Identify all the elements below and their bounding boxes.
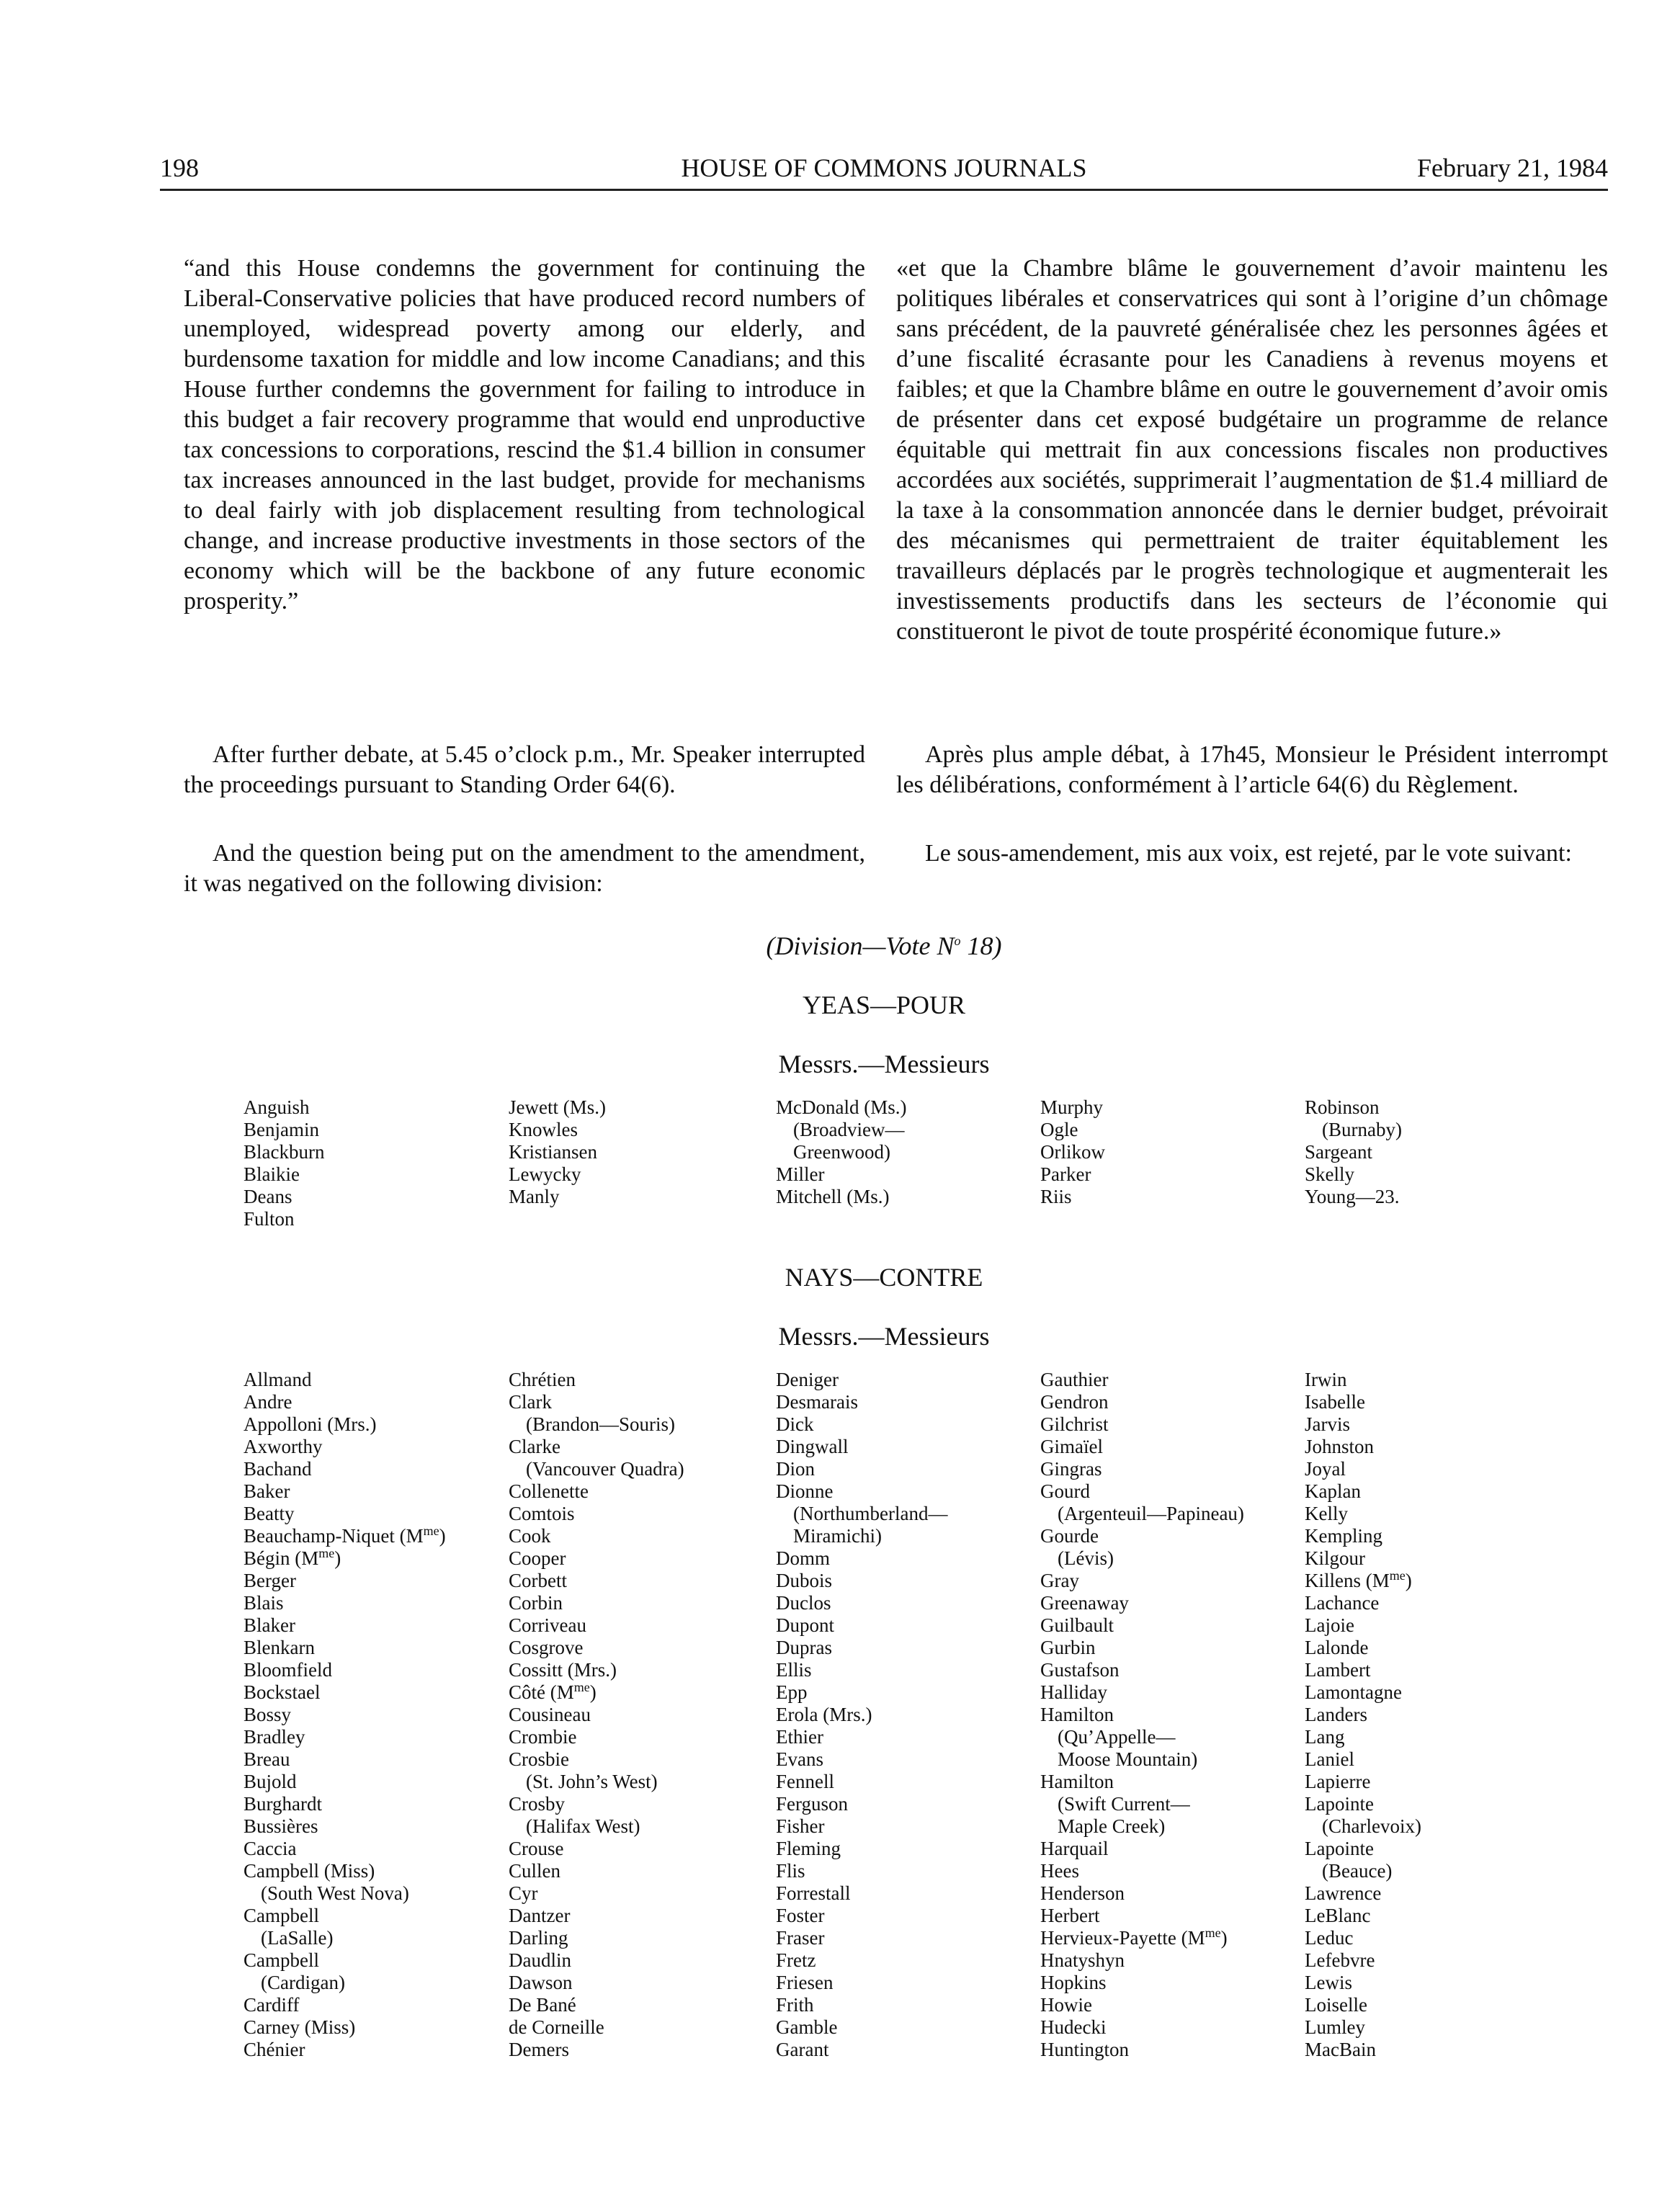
- member-name: Isabelle: [1305, 1391, 1365, 1413]
- member-name: Dawson: [509, 1972, 573, 1993]
- nays-column: [243, 1369, 446, 2061]
- nays-column: [509, 1369, 684, 2061]
- member-name: Manly: [509, 1186, 560, 1207]
- member-name: Greenwood): [793, 1141, 890, 1163]
- member-name: Dionne: [776, 1480, 834, 1502]
- member-name: Epp: [776, 1681, 808, 1703]
- member-name: (Brandon—Souris): [526, 1413, 675, 1435]
- member-name: Skelly: [1305, 1163, 1355, 1185]
- member-name: Miller: [776, 1163, 825, 1185]
- member-name: Lalonde: [1305, 1637, 1369, 1658]
- member-name: (Halifax West): [526, 1815, 640, 1837]
- member-name: Orlikow: [1040, 1141, 1105, 1163]
- yeas-heading: YEAS—POUR: [802, 991, 966, 1019]
- member-name: Lachance: [1305, 1592, 1380, 1614]
- yeas-subheading: Messrs.—Messieurs: [778, 1050, 990, 1078]
- member-name: Ethier: [776, 1726, 823, 1748]
- member-name: Burghardt: [243, 1793, 322, 1815]
- french-paragraph-debate: Après plus ample débat, à 17h45, Monsieur le Président interrompt les délibérations, conformément à l’article 64(6) du Règlement.: [896, 741, 1608, 798]
- member-name: Bloomfield: [243, 1659, 332, 1681]
- member-name: (South West Nova): [261, 1882, 409, 1904]
- member-name: Loiselle: [1305, 1994, 1367, 2016]
- member-name: Corriveau: [509, 1614, 586, 1636]
- member-name: Fulton: [243, 1208, 295, 1230]
- member-name: Lapointe: [1305, 1838, 1374, 1859]
- member-name: Desmarais: [776, 1391, 858, 1413]
- member-name: McDonald (Ms.): [776, 1096, 907, 1118]
- member-name: Knowles: [509, 1119, 578, 1140]
- member-name: Lumley: [1305, 2016, 1365, 2038]
- member-name: Erola (Mrs.): [776, 1704, 872, 1725]
- member-name: Huntington: [1040, 2039, 1130, 2060]
- member-name: Friesen: [776, 1972, 834, 1993]
- member-name: Jewett (Ms.): [509, 1096, 606, 1118]
- member-name: Duclos: [776, 1592, 831, 1614]
- yeas-column: [1305, 1096, 1402, 1208]
- member-name: Cyr: [509, 1882, 538, 1904]
- member-name: Miramichi): [793, 1525, 882, 1547]
- member-name: Kelly: [1305, 1503, 1348, 1524]
- header-rule: [160, 189, 1608, 191]
- member-name: Bockstael: [243, 1681, 321, 1703]
- member-name: Halliday: [1040, 1681, 1107, 1703]
- member-name: Dantzer: [509, 1905, 571, 1926]
- member-name: Crosbie: [509, 1748, 569, 1770]
- member-name: Landers: [1305, 1704, 1367, 1725]
- member-name: Daudlin: [509, 1949, 571, 1971]
- member-name: Bachand: [243, 1458, 312, 1480]
- member-name: Cousineau: [509, 1704, 591, 1725]
- member-name: Lambert: [1305, 1659, 1371, 1681]
- yeas-column: [1040, 1096, 1105, 1208]
- member-name: Johnston: [1305, 1436, 1375, 1457]
- member-name: Crouse: [509, 1838, 564, 1859]
- member-name: Cossitt (Mrs.): [509, 1659, 617, 1681]
- member-name: Darling: [509, 1927, 568, 1949]
- member-name: Gurbin: [1040, 1637, 1096, 1658]
- member-name: (Charlevoix): [1322, 1815, 1421, 1837]
- member-name: Cardiff: [243, 1994, 300, 2016]
- nays-heading: NAYS—CONTRE: [785, 1263, 983, 1292]
- member-name: Garant: [776, 2039, 829, 2060]
- member-name: Killens $(M^{me})$: [1305, 1568, 1412, 1591]
- member-name: Fretz: [776, 1949, 816, 1971]
- member-name: Fennell: [776, 1771, 834, 1792]
- member-name: Hamilton: [1040, 1771, 1114, 1792]
- member-name: Gustafson: [1040, 1659, 1120, 1681]
- member-name: Hamilton: [1040, 1704, 1114, 1725]
- member-name: Bradley: [243, 1726, 305, 1748]
- member-name: Gourde: [1040, 1525, 1099, 1547]
- nays-column: [1305, 1369, 1421, 2061]
- member-name: Côté $(M^{me})$: [509, 1680, 597, 1703]
- member-name: Beauchamp-Niquet $(M^{me})$: [243, 1524, 446, 1547]
- member-name: Irwin: [1305, 1369, 1347, 1390]
- member-name: Hervieux-Payette $(M^{me})$: [1040, 1926, 1228, 1949]
- member-name: Henderson: [1040, 1882, 1125, 1904]
- member-name: Harquail: [1040, 1838, 1109, 1859]
- nays-subheading: Messrs.—Messieurs: [778, 1322, 990, 1351]
- member-name: Cook: [509, 1525, 551, 1547]
- member-name: Kristiansen: [509, 1141, 597, 1163]
- member-name: Comtois: [509, 1503, 575, 1524]
- member-name: Young—23.: [1305, 1186, 1400, 1207]
- member-name: Dubois: [776, 1570, 833, 1591]
- member-name: (Burnaby): [1322, 1119, 1402, 1140]
- nays-column: [776, 1369, 947, 2061]
- member-name: (Swift Current—: [1058, 1793, 1190, 1815]
- member-name: Fleming: [776, 1838, 841, 1859]
- member-name: Blaker: [243, 1614, 295, 1636]
- member-name: Fraser: [776, 1927, 825, 1949]
- member-name: Bujold: [243, 1771, 297, 1792]
- member-name: Flis: [776, 1860, 805, 1882]
- member-name: Anguish: [243, 1096, 310, 1118]
- member-name: (LaSalle): [261, 1927, 334, 1949]
- member-name: (Argenteuil—Papineau): [1058, 1503, 1244, 1524]
- member-name: Joyal: [1305, 1458, 1346, 1480]
- member-name: Cullen: [509, 1860, 560, 1882]
- member-name: Blenkarn: [243, 1637, 315, 1658]
- member-name: Chrétien: [509, 1369, 576, 1390]
- member-name: Benjamin: [243, 1119, 319, 1140]
- member-name: Blackburn: [243, 1141, 325, 1163]
- member-name: Lewis: [1305, 1972, 1352, 1993]
- member-name: Collenette: [509, 1480, 589, 1502]
- member-name: Breau: [243, 1748, 290, 1770]
- member-name: (Cardigan): [261, 1972, 345, 1993]
- page-number: 198: [160, 153, 199, 182]
- member-name: Mitchell (Ms.): [776, 1186, 890, 1207]
- french-paragraph-question: Le sous-amendement, mis aux voix, est rejeté, par le vote suivant:: [925, 840, 1572, 867]
- member-name: Leduc: [1305, 1927, 1354, 1949]
- member-name: Laniel: [1305, 1748, 1354, 1770]
- member-name: (Broadview—: [793, 1119, 905, 1140]
- member-name: Campbell: [243, 1905, 319, 1926]
- member-name: Lang: [1305, 1726, 1345, 1748]
- member-name: (Vancouver Quadra): [526, 1458, 684, 1480]
- member-name: Gendron: [1040, 1391, 1109, 1413]
- member-name: Gray: [1040, 1570, 1079, 1591]
- member-name: (Beauce): [1322, 1860, 1393, 1882]
- member-name: Ferguson: [776, 1793, 849, 1815]
- member-name: Cosgrove: [509, 1637, 584, 1658]
- member-name: Hees: [1040, 1860, 1079, 1882]
- member-name: Dupont: [776, 1614, 834, 1636]
- member-name: Hopkins: [1040, 1972, 1107, 1993]
- member-name: Crosby: [509, 1793, 566, 1815]
- member-name: Blais: [243, 1592, 284, 1614]
- english-quote: “and this House condemns the government for continuing the Liberal-Conservative policies that have produced record numbers of unemployed, widespread poverty among our elderly, and burdensome taxation for middle and low income Canadians; and this House further condemns the government for failing to introduce in this budget a fair recovery programme that would end unproductive tax concessions to corporations, rescind the $1.4 billion in consumer tax increases announced in the last budget, provide for mechanisms to deal fairly with job displacement resulting from technological change, and increase productive investments in those sectors of the economy which will be the backbone of any future economic prosperity.”: [184, 255, 865, 614]
- member-name: Axworthy: [243, 1436, 323, 1457]
- member-name: Dion: [776, 1458, 815, 1480]
- member-name: (St. John’s West): [526, 1771, 658, 1792]
- member-name: Berger: [243, 1570, 296, 1591]
- member-name: Cooper: [509, 1547, 566, 1569]
- member-name: Fisher: [776, 1815, 825, 1837]
- member-name: Hnatyshyn: [1040, 1949, 1125, 1971]
- member-name: Moose Mountain): [1058, 1748, 1198, 1770]
- member-name: Evans: [776, 1748, 823, 1770]
- member-name: Hudecki: [1040, 2016, 1107, 2038]
- member-name: Baker: [243, 1480, 290, 1502]
- member-name: Bussières: [243, 1815, 318, 1837]
- yeas-column: [243, 1096, 324, 1230]
- member-name: Bossy: [243, 1704, 292, 1725]
- member-name: Kempling: [1305, 1525, 1382, 1547]
- member-name: Ellis: [776, 1659, 812, 1681]
- member-name: Campbell: [243, 1949, 319, 1971]
- member-name: Chénier: [243, 2039, 305, 2060]
- member-name: Lamontagne: [1305, 1681, 1402, 1703]
- member-name: Gourd: [1040, 1480, 1090, 1502]
- member-name: LeBlanc: [1305, 1905, 1371, 1926]
- journal-title: HOUSE OF COMMONS JOURNALS: [681, 153, 1087, 182]
- english-paragraph-debate: After further debate, at 5.45 o’clock p.m., Mr. Speaker interrupted the proceedings pursuant to Standing Order 64(6).: [184, 741, 865, 798]
- member-name: Appolloni (Mrs.): [243, 1413, 377, 1435]
- member-name: Lefebvre: [1305, 1949, 1375, 1971]
- member-name: Clark: [509, 1391, 552, 1413]
- member-name: Gimaïel: [1040, 1436, 1103, 1457]
- member-name: Foster: [776, 1905, 825, 1926]
- member-name: Greenaway: [1040, 1592, 1129, 1614]
- member-name: Lapointe: [1305, 1793, 1374, 1815]
- member-name: (Northumberland—: [793, 1503, 948, 1524]
- member-name: Lawrence: [1305, 1882, 1382, 1904]
- member-name: Gamble: [776, 2016, 838, 2038]
- english-paragraph-question: And the question being put on the amendment to the amendment, it was negatived on the following division:: [184, 840, 865, 897]
- member-name: Howie: [1040, 1994, 1092, 2016]
- member-name: De Bané: [509, 1994, 576, 2016]
- member-name: Dick: [776, 1413, 814, 1435]
- member-name: Gilchrist: [1040, 1413, 1109, 1435]
- member-name: Guilbault: [1040, 1614, 1114, 1636]
- member-name: Dupras: [776, 1637, 832, 1658]
- member-name: Kaplan: [1305, 1480, 1361, 1502]
- member-name: Clarke: [509, 1436, 560, 1457]
- member-name: (Qu’Appelle—: [1058, 1726, 1176, 1748]
- member-name: Crombie: [509, 1726, 577, 1748]
- member-name: Carney (Miss): [243, 2016, 356, 2038]
- member-name: Deniger: [776, 1369, 839, 1390]
- member-name: Corbin: [509, 1592, 563, 1614]
- member-name: Forrestall: [776, 1882, 851, 1904]
- yeas-column: [509, 1096, 606, 1208]
- nays-column: [1040, 1369, 1244, 2061]
- member-name: Kilgour: [1305, 1547, 1365, 1569]
- member-name: Lapierre: [1305, 1771, 1371, 1792]
- member-name: Robinson: [1305, 1096, 1380, 1118]
- member-name: MacBain: [1305, 2039, 1376, 2060]
- french-quote: «et que la Chambre blâme le gouvernement d’avoir maintenu les politiques libérales et conservatrices qui sont à l’origine d’un chômage sans précédent, de la pauvreté généralisée chez les personnes âgées et d’une fiscalité écrasante pour les Canadiens à revenus moyens et faibles; et que la Chambre blâme en outre le gouvernement d’avoir omis de présenter dans cet exposé budgétaire un programme de relance équitable qui mettrait fin aux concessions fiscales non productives accordées aux sociétés, supprimerait l’augmentation de $1.4 milliard de la taxe à la consommation annoncée dans le dernier budget, prévoirait des mécanismes qui permettraient de traiter équitablement les travailleurs déplacés par le progrès technologique et augmenterait les investissements productifs dans les secteurs de l’économie qui constitueront le pivot de toute prospérité économique future.»: [896, 255, 1608, 645]
- member-name: Ogle: [1040, 1119, 1078, 1140]
- member-name: Frith: [776, 1994, 814, 2016]
- member-name: Lajoie: [1305, 1614, 1354, 1636]
- member-name: (Lévis): [1058, 1547, 1114, 1569]
- member-name: Domm: [776, 1547, 831, 1569]
- member-name: Campbell (Miss): [243, 1860, 375, 1882]
- member-name: Gauthier: [1040, 1369, 1109, 1390]
- page-header: [160, 153, 1608, 189]
- member-name: Corbett: [509, 1570, 567, 1591]
- member-name: Andre: [243, 1391, 292, 1413]
- member-name: Demers: [509, 2039, 569, 2060]
- member-name: Beatty: [243, 1503, 295, 1524]
- member-name: Lewycky: [509, 1163, 581, 1185]
- member-name: Parker: [1040, 1163, 1091, 1185]
- member-name: Bégin $(M^{me})$: [243, 1546, 341, 1569]
- member-name: Dingwall: [776, 1436, 849, 1457]
- member-name: Murphy: [1040, 1096, 1103, 1118]
- member-name: Gingras: [1040, 1458, 1102, 1480]
- journal-date: February 21, 1984: [1417, 153, 1608, 182]
- member-name: Riis: [1040, 1186, 1072, 1207]
- division-heading-text: (Division—Vote $N^o$ 18): [766, 931, 1002, 960]
- member-name: Jarvis: [1305, 1413, 1350, 1435]
- member-name: Sargeant: [1305, 1141, 1372, 1163]
- member-name: Maple Creek): [1058, 1815, 1166, 1837]
- yeas-column: [776, 1096, 906, 1208]
- member-name: Herbert: [1040, 1905, 1100, 1926]
- member-name: Deans: [243, 1186, 292, 1207]
- member-name: Allmand: [243, 1369, 312, 1390]
- member-name: de Corneille: [509, 2016, 604, 2038]
- member-name: Caccia: [243, 1838, 297, 1859]
- division-heading: [160, 931, 1608, 961]
- member-name: Blaikie: [243, 1163, 300, 1185]
